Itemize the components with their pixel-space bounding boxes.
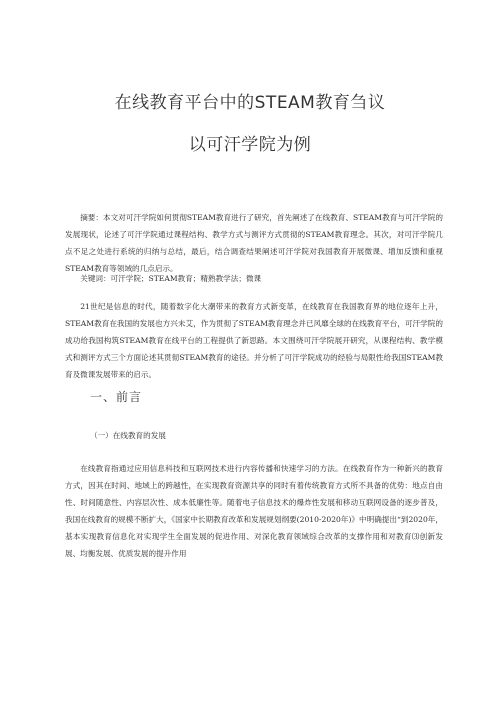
body-paragraph: 在线教育指通过应用信息科技和互联网技术进行内容传播和快速学习的方法。在线教育作为一种新兴的教育方式，因其在时间、地域上的跨越性，在实现教育资源共享的同时有着传统教育方式所不具备的优势：地点自由性、时间随意性、内容层次性、成本低廉性等。随着电子信息技术的爆炸性发展和移动互联网设备的逐步普及，我国在线教育的规模不断扩大，《国家中长期教育改革和发展规划纲要(2010-2020年)》中明确提出“到2020年，基本实现教育信息化对实现学生全面发展的促进作用、对深化教育领域综合改革的支撑作用和对教育⑶创新发展、均衡发展、优质发展的提升作用 — [65, 464, 443, 558]
section-heading: 一、前言 — [90, 390, 143, 404]
subsection-heading: （一）在线教育的发展 — [90, 431, 166, 440]
document-title: 在线教育平台中的STEAM教育刍议 — [114, 93, 386, 113]
intro-paragraph: 21世纪是信息的时代，随着数字化大潮带来的教育方式新变革，在线教育在我国教育界的地位逐年上升，STEAM教育在我国的发展也方兴未艾，作为贯彻了STEAM教育理念并已风靡全球的在线教育平台，可汗学院的成功给我国构筑STEAM教育在线平台的工程提供了新思路。本文围绕可汗学院展开研究，从课程结构、教学模式和测评方式三个方面论述其贯彻STEAM教育的途径。并分析了可汗学院成功的经验与局限性给我国STEAM教育及微课发展带来的启示。 — [65, 302, 443, 379]
abstract-paragraph: 摘要：本文对可汗学院如何贯彻STEAM教育进行了研究，首先阐述了在线教育、STEAM教育与可汗学院的发展现状，论述了可汗学院通过课程结构、教学方式与测评方式贯彻的STEAM教育理念。其次，对可汗学院几点不足之处进行系统的归纳与总结，最后，结合调查结果阐述可汗学院对我国教育开展微课、增加反馈和重视STEAM教育等领域的几点启示。 — [65, 213, 443, 273]
document-subtitle: 以可汗学院为例 — [188, 135, 312, 155]
keywords-line: 关键词：可汗学院；STEAM教育；精熟教学法；微课 — [80, 274, 262, 283]
